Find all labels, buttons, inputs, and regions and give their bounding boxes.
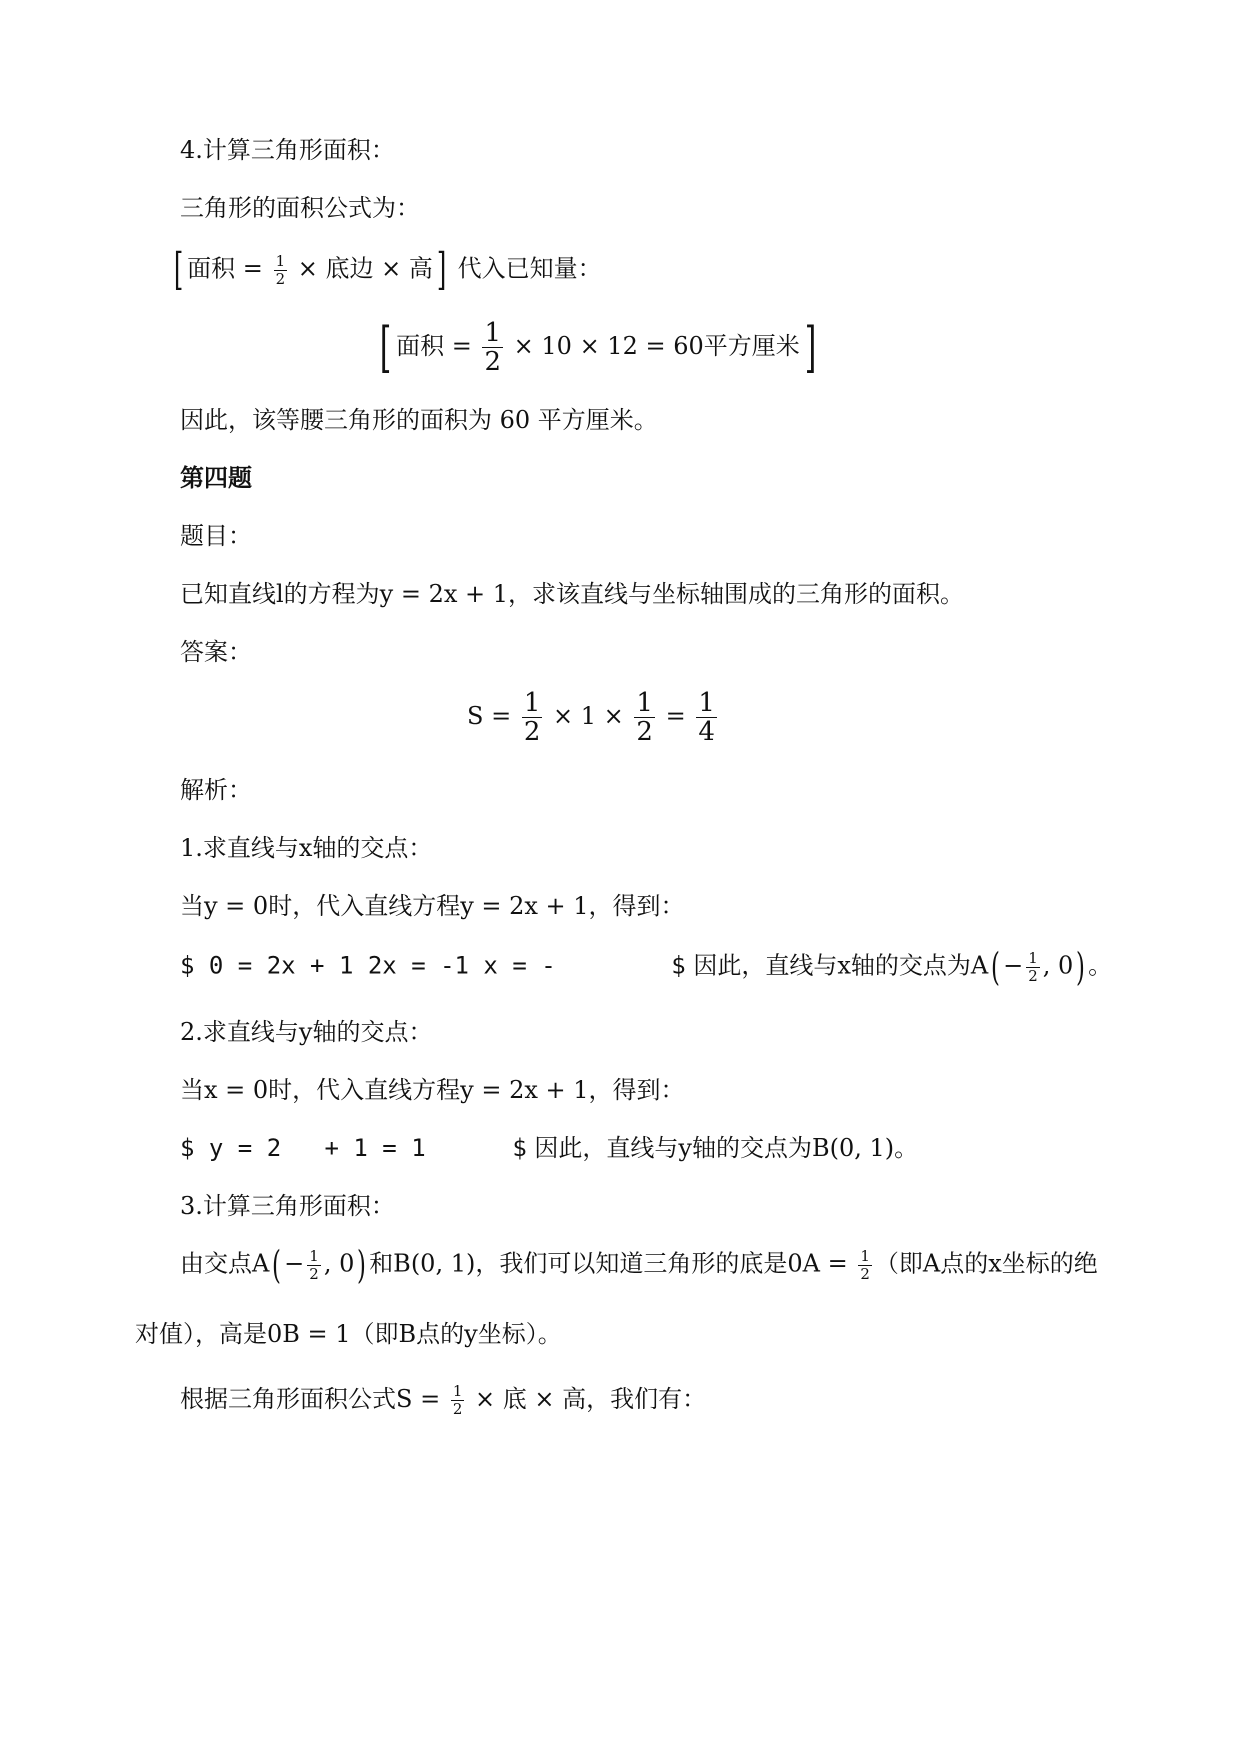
- bracket-left: [: [173, 244, 184, 295]
- question-text: 已知直线l的方程为y = 2x + 1，求该直线与坐标轴围成的三角形的面积。: [180, 580, 965, 608]
- fraction: $\frac{1}{2}$: [523, 688, 541, 747]
- bracket-left: [: [379, 315, 392, 379]
- area-label: 面积 =: [396, 332, 472, 360]
- step4-title: 4.计算三角形面积：: [180, 136, 395, 164]
- step2-condition: 当x = 0时，代入直线方程y = 2x + 1，得到：: [180, 1076, 685, 1104]
- formula-intro: 三角形的面积公式为：: [180, 194, 420, 222]
- bracket-right: ]: [804, 315, 817, 379]
- fraction: $\frac{1}{2}$: [860, 1246, 870, 1283]
- raw-latex: $ y = 2 + 1 = 1 $: [180, 1134, 527, 1162]
- raw-latex: $ 0 = 2x + 1 2x = -1 x = - $: [180, 951, 686, 980]
- section-heading: 第四题: [180, 464, 252, 492]
- area-conclusion: 因此，该等腰三角形的面积为 60 平方厘米。: [180, 406, 658, 434]
- fraction: $\frac{1}{2}$: [309, 1246, 319, 1283]
- question-label: 题目：: [180, 522, 252, 550]
- area-formula-statement: 根据三角形面积公式S = $\frac{1}{2}$ × 底 × 高，我们有：: [180, 1382, 707, 1418]
- fraction: $\frac{1}{4}$: [698, 688, 715, 747]
- substitute-text: 代入已知量：: [457, 254, 602, 283]
- answer-label: 答案：: [180, 638, 252, 666]
- step3-title: 3.计算三角形面积：: [180, 1192, 395, 1220]
- fraction: $\frac{1}{2}$: [452, 1382, 463, 1418]
- half-fraction: $\frac{1}{2}$: [484, 318, 502, 377]
- height-line: 对值），高是0B = 1（即B点的y坐标）。: [135, 1320, 562, 1348]
- fraction: $\frac{1}{2}$: [636, 688, 653, 747]
- area-label: 面积 =: [187, 254, 263, 283]
- formula-rest: × 底边 × 高: [297, 254, 433, 283]
- bracket-right: ]: [436, 244, 447, 295]
- y-intercept-line: $ y = 2 + 1 = 1 $ 因此，直线与y轴的交点为B(0, 1)。: [180, 1134, 919, 1162]
- fraction: $\frac{1}{2}$: [1028, 948, 1038, 985]
- area-formula-line: [170, 244, 602, 295]
- analysis-label: 解析：: [180, 776, 252, 804]
- area-calc-line: [375, 315, 821, 379]
- step1-title: 1.求直线与x轴的交点：: [180, 834, 433, 862]
- base-line: 由交点A( − $\frac{1}{2}$ , 0) 和B(0, 1)，我们可以知道三角形的底是0A = $\frac{1}{2}$ （即A点的x坐标的绝: [180, 1243, 1098, 1287]
- step2-title: 2.求直线与y轴的交点：: [180, 1018, 433, 1046]
- half-fraction: $\frac{1}{2}$: [275, 251, 286, 288]
- calc-rest: × 10 × 12 = 60平方厘米: [513, 332, 800, 360]
- x-intercept-line: $ 0 = 2x + 1 2x = -1 x = - $ 因此，直线与x轴的交点为A( − $\frac{1}{2}$ , 0) 。: [180, 945, 1113, 989]
- step1-condition: 当y = 0时，代入直线方程y = 2x + 1，得到：: [180, 892, 685, 920]
- answer-formula: S = $\frac{1}{2}$ × 1 × $\frac{1}{2}$ = $\frac{1}{4}$: [467, 688, 715, 747]
